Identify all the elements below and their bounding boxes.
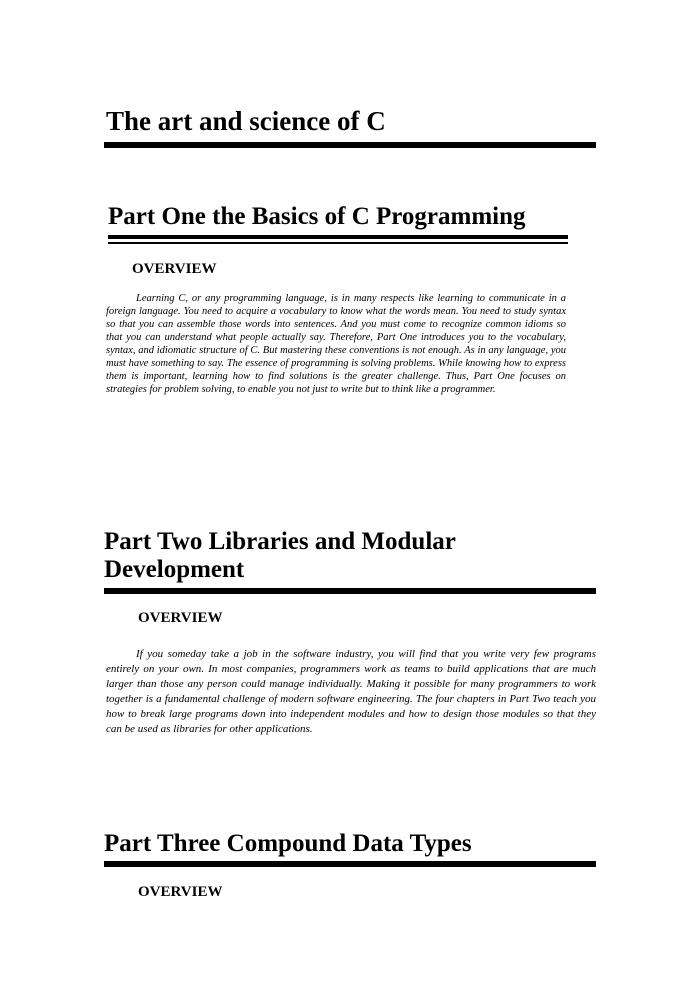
part-two-overview-label: OVERVIEW — [138, 610, 223, 626]
part-three-heading: Part Three Compound Data Types — [104, 830, 472, 857]
part-one-rule-thick — [108, 235, 568, 239]
part-one-rule-thin — [108, 242, 568, 244]
part-two-heading: Part Two Libraries and Modular Development — [104, 528, 456, 583]
part-two-overview-paragraph: If you someday take a job in the software industry, you will find that you write very few programs entirely on your own. In most companies, programmers work as teams to build applications that are much larger than those any person could manage individually. Making it possible for many programmers to work together is a fundamental challenge of modern software engineering. The four chapters in Part Two teach you how to break large programs down into independent modules and how to design those modules so that they can be used as libraries for other applications. — [106, 648, 596, 735]
part-three-overview-label: OVERVIEW — [138, 884, 223, 900]
part-one-overview-paragraph: Learning C, or any programming language, is in many respects like learning to communicate in a foreign language. You need to acquire a vocabulary to know what the words mean. You need to study syntax so that you can assemble those words into sentences. And you must come to recognize common idioms so that you can understand what people actually say. Therefore, Part One introduces you to the vocabulary, syntax, and idiomatic structure of C. But mastering these conventions is not enough. As in any language, you must have something to say. The essence of programming is solving problems. While knowing how to express them is important, learning how to find solutions is the greater challenge. Thus, Part One focuses on strategies for problem solving, to enable you not just to write but to think like a programmer. — [106, 293, 566, 395]
part-two-rule — [104, 588, 596, 594]
part-three-rule — [104, 861, 596, 867]
part-one-heading: Part One the Basics of C Programming — [108, 203, 526, 230]
title-rule — [104, 142, 596, 148]
part-one-overview-label: OVERVIEW — [132, 261, 217, 277]
book-title: The art and science of C — [106, 106, 386, 136]
